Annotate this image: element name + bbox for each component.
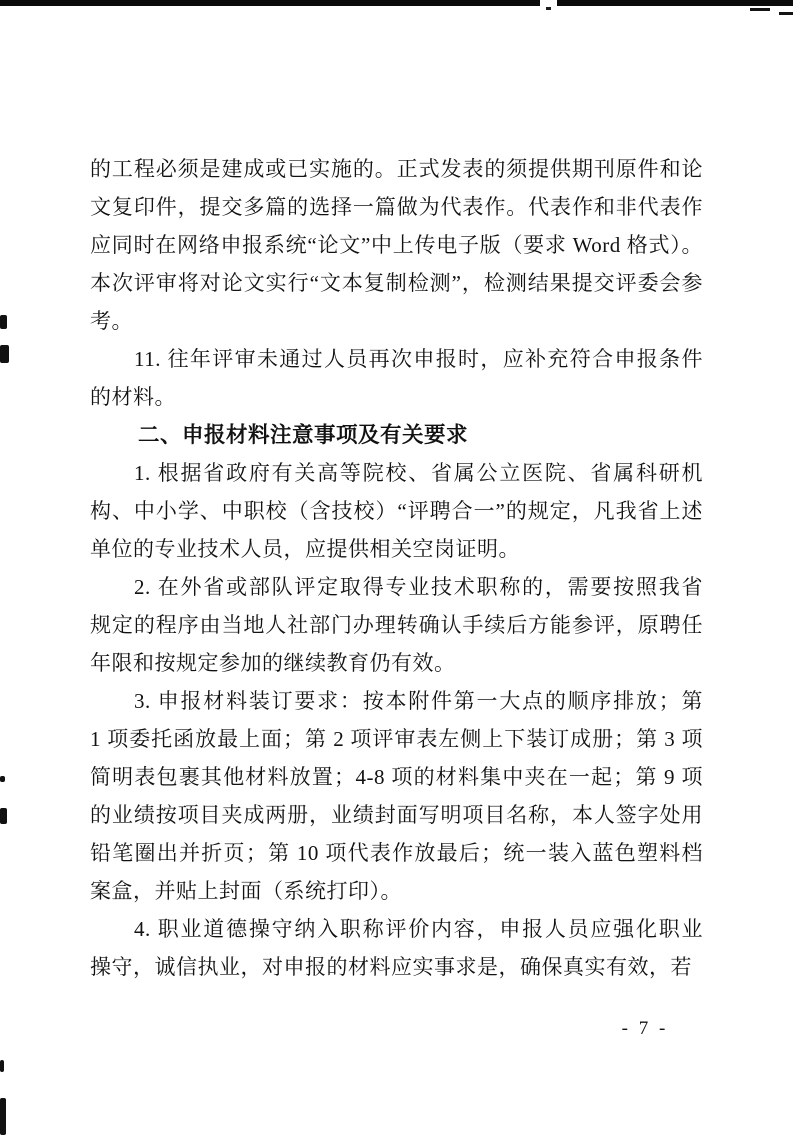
scan-artifact-left-mark: [0, 776, 5, 782]
text-line: 应同时在网络申报系统“论文”中上传电子版（要求 Word 格式）。: [90, 233, 703, 257]
page-number: - 7 -: [621, 1018, 669, 1039]
text-line: 的材料。: [90, 385, 176, 409]
scan-artifact-left-mark: [0, 1098, 6, 1135]
text-line: 操守，诚信执业，对申报的材料应实事求是，确保真实有效，若: [90, 955, 692, 979]
text-line: 3. 申报材料装订要求：按本附件第一大点的顺序排放；第: [134, 689, 703, 713]
text-line: 单位的专业技术人员，应提供相关空岗证明。: [90, 537, 520, 561]
scan-artifact-left-mark: [0, 315, 7, 329]
text-line: 构、中小学、中职校（含技校）“评聘合一”的规定，凡我省上述: [90, 499, 703, 523]
section-heading: 二、申报材料注意事项及有关要求: [138, 423, 469, 447]
text-line: 简明表包裹其他材料放置；4-8 项的材料集中夹在一起；第 9 项: [90, 765, 703, 789]
text-line: 的业绩按项目夹成两册，业绩封面写明项目名称，本人签字处用: [90, 803, 703, 827]
text-line: 规定的程序由当地人社部门办理转确认手续后方能参评，原聘任: [90, 613, 703, 637]
text-line: 1. 根据省政府有关高等院校、省属公立医院、省属科研机: [134, 461, 703, 485]
scan-artifact-dash: [750, 8, 770, 11]
text-line: 2. 在外省或部队评定取得专业技术职称的，需要按照我省: [134, 575, 703, 599]
text-line: 4. 职业道德操守纳入职称评价内容，申报人员应强化职业: [134, 917, 703, 941]
scan-artifact-top-bar: [0, 0, 793, 6]
scan-artifact-left-mark: [0, 808, 7, 824]
text-line: 的工程必须是建成或已实施的。正式发表的须提供期刊原件和论: [90, 157, 703, 181]
text-line: 本次评审将对论文实行“文本复制检测”，检测结果提交评委会参: [90, 271, 703, 295]
scan-artifact-dash: [779, 12, 793, 15]
text-line: 年限和按规定参加的继续教育仍有效。: [90, 651, 456, 675]
text-line: 文复印件，提交多篇的选择一篇做为代表作。代表作和非代表作: [90, 195, 703, 219]
text-line: 铅笔圈出并折页；第 10 项代表作放最后；统一装入蓝色塑料档: [90, 841, 703, 865]
scan-artifact-top-bar-notch: [540, 0, 557, 6]
text-line: 11. 往年评审未通过人员再次申报时，应补充符合申报条件: [134, 347, 703, 371]
text-line: 考。: [90, 309, 133, 333]
text-block: [90, 150, 703, 986]
text-line: 案盒，并贴上封面（系统打印）。: [90, 879, 402, 903]
text-line: 1 项委托函放最上面；第 2 项评审表左侧上下装订成册；第 3 项: [90, 727, 703, 751]
scan-artifact-left-mark: [0, 345, 9, 363]
scan-artifact-dot: [546, 7, 551, 10]
scan-artifact-left-mark: [0, 1060, 4, 1072]
